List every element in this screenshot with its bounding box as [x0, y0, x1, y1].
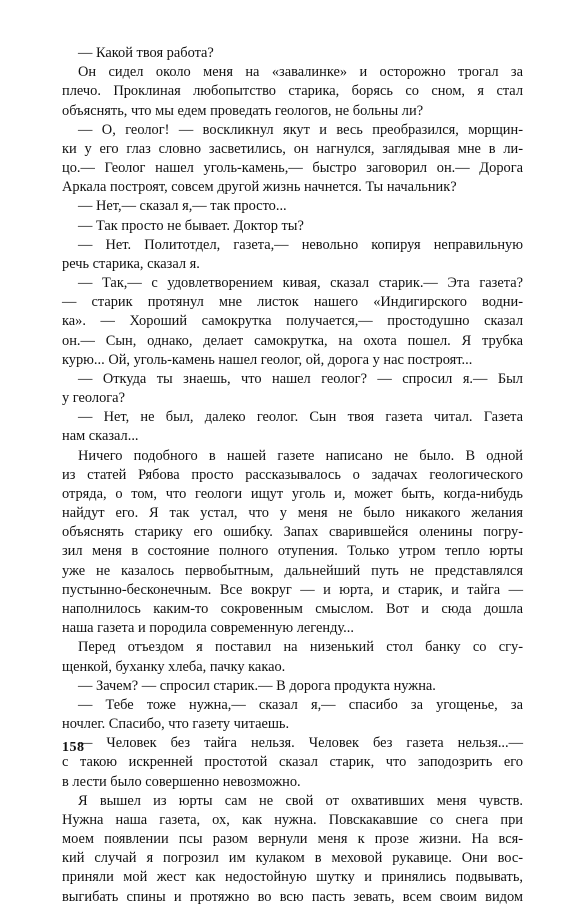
- text-line: в лести было совершенно невозможно.: [62, 773, 301, 790]
- text-line: найдут его. Я так устал, что у меня не было никакого желания: [62, 505, 523, 522]
- text-line: отряда, о том, что геологи ищут уголь и, может быть, когда-нибудь: [62, 485, 523, 502]
- text-line: уже не казалось первобытным, дальнейший путь не представлялся: [62, 562, 523, 579]
- text-line: из статей Рябова просто рассказывалось о задачах геологического: [62, 466, 523, 483]
- text-line: кий случай я погрозил им кулаком в меховой рукавице. Они вос-: [62, 850, 523, 867]
- text-line: у геолога?: [62, 390, 125, 407]
- text-line: — Так,— с удовлетворением кивая, сказал старик.— Эта газета?: [78, 275, 523, 292]
- text-line: — Нет,— сказал я,— так просто...: [78, 198, 287, 215]
- text-line: Аркала построят, совсем другой жизнь начнется. Ты начальник?: [62, 179, 457, 196]
- text-line: ночлег. Спасибо, что газету читаешь.: [62, 716, 290, 733]
- text-line: наша газета и породила современную легенду...: [62, 620, 354, 637]
- text-line: приняли мой жест как недостойную шутку и принялись подвывать,: [62, 869, 523, 886]
- text-line: речь старика, сказал я.: [62, 255, 200, 272]
- text-line: зил меня в состояние полного отупения. Только утром тепло юрты: [62, 543, 523, 560]
- text-line: пустынно-бесконечным. Все вокруг — и юрта, и старик, и тайга —: [62, 581, 523, 598]
- text-line: Перед отъездом я поставил на низенький стол банку со сгу-: [78, 639, 523, 656]
- text-line: объяснять, что мы едем проведать геологов, не больны ли?: [62, 102, 424, 119]
- text-line: — Откуда ты знаешь, что нашел геолог? — спросил я.— Был: [78, 370, 523, 387]
- text-line: ка». — Хороший самокрутка получается,— простодушно сказал: [62, 313, 523, 330]
- text-line: цо.— Геолог нашел уголь-камень,— быстро заговорил он.— Дорога: [62, 160, 523, 177]
- text-line: — Нет. Политотдел, газета,— невольно копируя неправильную: [78, 236, 523, 253]
- text-line: моем появлении псы разом вернули меня к прозе жизни. На вся-: [62, 831, 523, 848]
- body-text: [62, 44, 523, 907]
- text-line: — Тебе тоже нужна,— сказал я,— спасибо за угощенье, за: [78, 696, 523, 713]
- text-line: — старик протянул мне листок нашего «Индигирского водни-: [62, 294, 523, 311]
- text-line: Ничего подобного в нашей газете написано не было. В одной: [78, 447, 523, 464]
- text-line: щенкой, буханку хлеба, пачку какао.: [62, 658, 286, 675]
- text-line: наполнилось каким-то сокровенным смыслом. Вот и сюда дошла: [62, 600, 523, 617]
- text-line: — Нет, не был, далеко геолог. Сын твоя газета читал. Газета: [78, 409, 523, 426]
- text-line: объяснять старику его ошибку. Запах сварившейся оленины погру-: [62, 524, 523, 541]
- text-line: — Какой твоя работа?: [78, 45, 214, 61]
- text-line: — Так просто не бывает. Доктор ты?: [78, 217, 304, 234]
- text-line: — Человек без тайга нельзя. Человек без газета нельзя...—: [78, 735, 523, 752]
- text-line: нам сказал...: [62, 428, 139, 445]
- text-line: плечо. Проклиная любопытство старика, борясь со сном, я стал: [62, 83, 523, 100]
- text-line: выгибать спины и протяжно во всю пасть зевать, всем своим видом: [62, 888, 523, 905]
- text-line: Он сидел около меня на «завалинке» и осторожно трогал за: [78, 64, 523, 81]
- text-line: Я вышел из юрты сам не свой от охвативших меня чувств.: [78, 792, 523, 809]
- text-line: Нужна наша газета, ох, как нужна. Повскакавшие со снега при: [62, 811, 523, 828]
- text-line: курю... Ой, уголь-камень нашел геолог, ой, дорога у нас построят...: [62, 351, 473, 368]
- text-line: ки у его глаз словно засветились, он нагнулся, заглядывая мне в ли-: [62, 140, 523, 157]
- text-line: с такою искренней простотой сказал старик, что заподозрить его: [62, 754, 523, 771]
- text-line: он.— Сын, однако, делает самокрутка, на охота пошел. Я трубка: [62, 332, 523, 349]
- text-line: — Зачем? — спросил старик.— В дорога продукта нужна.: [78, 677, 436, 694]
- text-line: — О, геолог! — воскликнул якут и весь преобразился, морщин-: [78, 121, 523, 138]
- page-number: 158: [62, 740, 85, 755]
